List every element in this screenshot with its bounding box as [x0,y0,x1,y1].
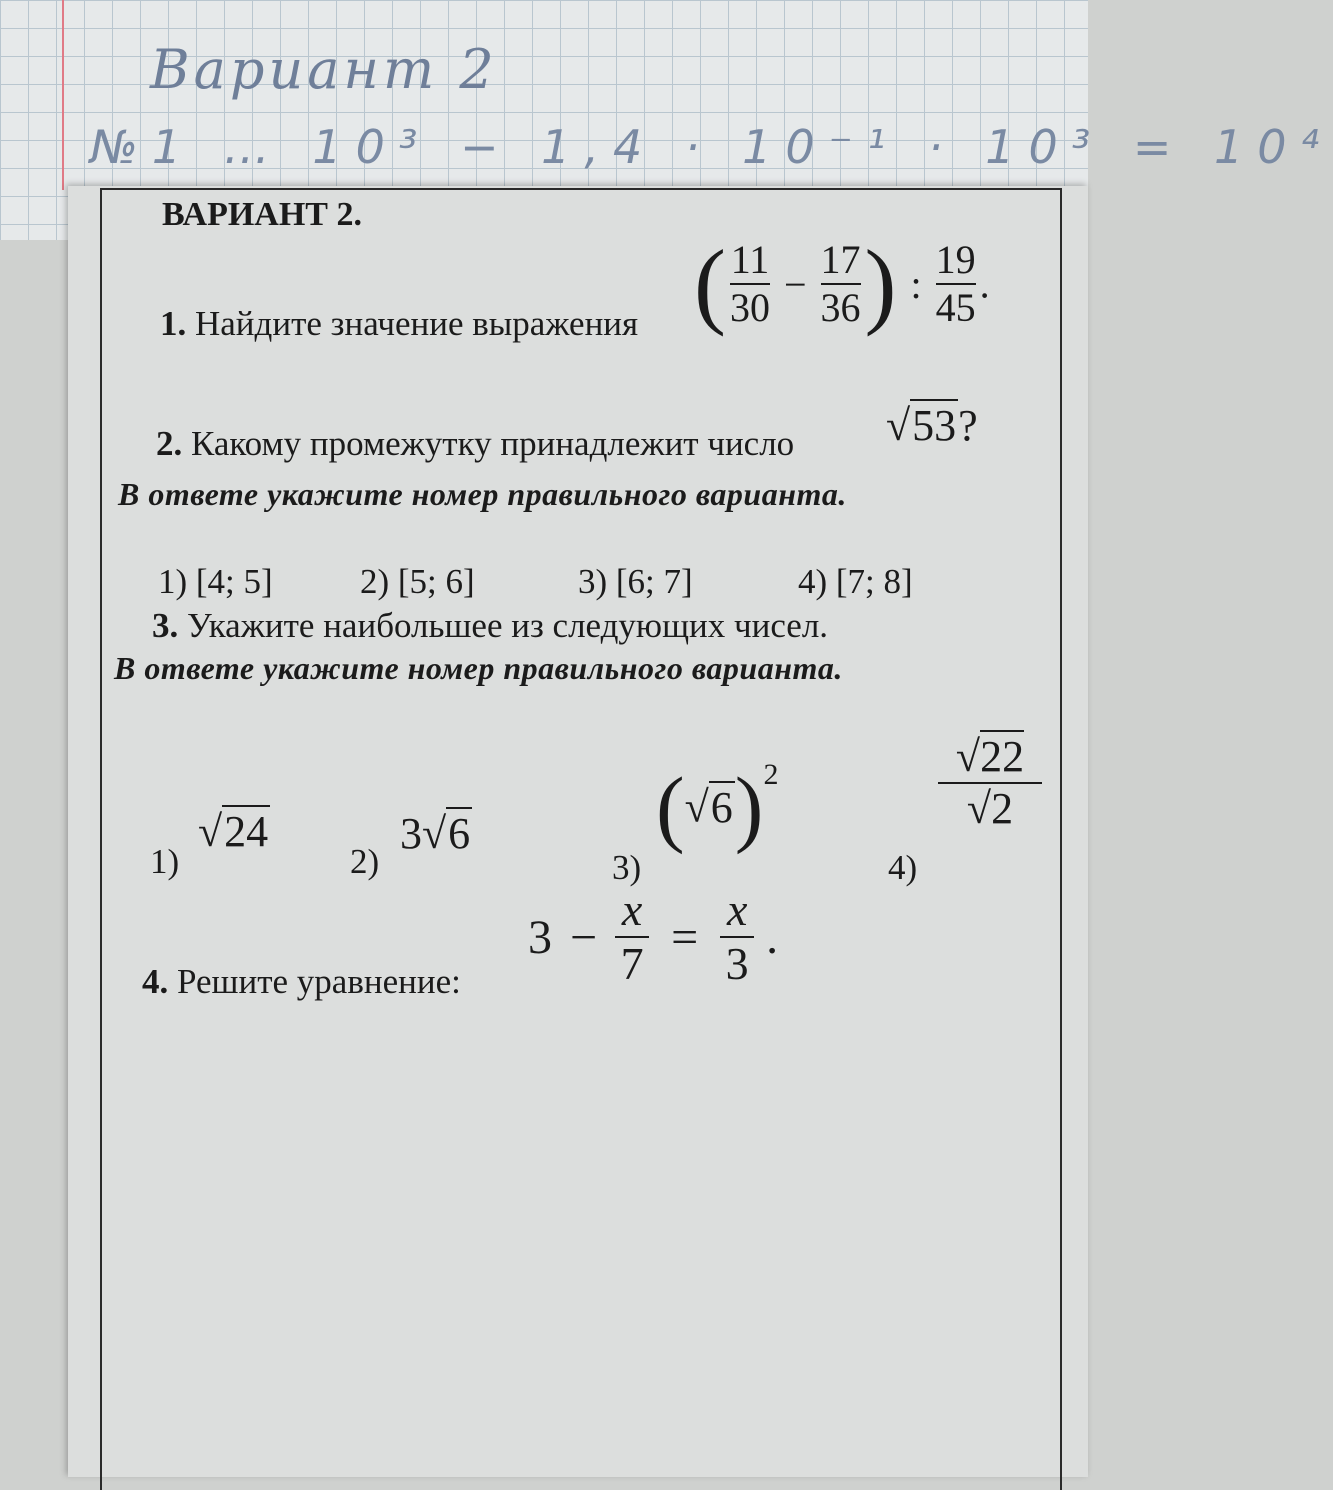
q3-option-2-label: 2) [350,842,380,881]
fraction-19-45: $\frac{19}{45}$ [935,237,976,330]
handwritten-calculation: №1 … 10³ − 1,4 · 10⁻¹ · 10³ = 10⁴ [90,120,1333,174]
minus-sign: − [783,261,807,307]
fraction-11-30: $\frac{11}{30}$ [729,237,770,330]
question-4-equation: 3 − $\frac{x}{7}$ = $\frac{x}{3}$ . [528,884,779,990]
question-4 [142,962,461,1002]
fraction-x-3: $\frac{x}{3}$ [720,886,754,989]
q2-option-3: 3) [6; 7] [578,562,693,601]
q3-option-2-3sqrt6: 3√6 [400,809,471,858]
q3-option-3-label: 3) [612,848,642,887]
q2-option-2: 2) [5; 6] [360,562,475,601]
question-1-number: 1. [160,304,187,343]
question-3-instruction: В ответе укажите номер правильного варианта. [114,650,843,686]
q2-option-4: 4) [7; 8] [798,562,913,601]
question-3 [152,606,828,646]
division-colon: : [910,261,922,307]
q3-option-1-sqrt-24: √24 [198,807,269,856]
notebook-margin-line [62,0,64,190]
question-4-number: 4. [142,962,169,1001]
question-3-text: Укажите наибольшее из следующих чисел. [187,606,829,645]
q2-option-1: 1) [4; 5] [158,562,273,601]
question-1-text: Найдите значение выражения [195,304,639,343]
sqrt-53: √53? [886,401,978,450]
question-2-text: Какому промежутку принадлежит число [191,424,795,463]
q3-option-4-label: 4) [888,848,918,887]
question-2-number: 2. [156,424,183,463]
question-3-number: 3. [152,606,179,645]
radical-sign: √ [886,401,911,450]
variant-title: ВАРИАНТ 2. [162,196,362,233]
right-paren: ) [864,230,897,337]
fraction-17-36: $\frac{17}{36}$ [820,237,861,330]
q3-option-4-fraction: $\frac{√22}{√2}$ [938,734,1042,832]
left-paren: ( [694,230,726,337]
q3-option-1-label: 1) [150,842,180,881]
question-4-text: Решите уравнение: [177,962,461,1001]
question-2 [156,424,794,464]
q3-option-3-sqrt6-squared: $(√6)^2$ [656,758,779,855]
question-2-instruction: В ответе укажите номер правильного варианта. [118,476,847,512]
fraction-x-7: $\frac{x}{7}$ [615,886,649,989]
handwritten-heading: Вариант 2 [150,38,498,101]
question-1 [160,304,638,344]
question-1-expression: ( $\frac{11}{30}$ − $\frac{17}{36}$ ) : $\frac{19}{45}$ . [694,230,990,337]
